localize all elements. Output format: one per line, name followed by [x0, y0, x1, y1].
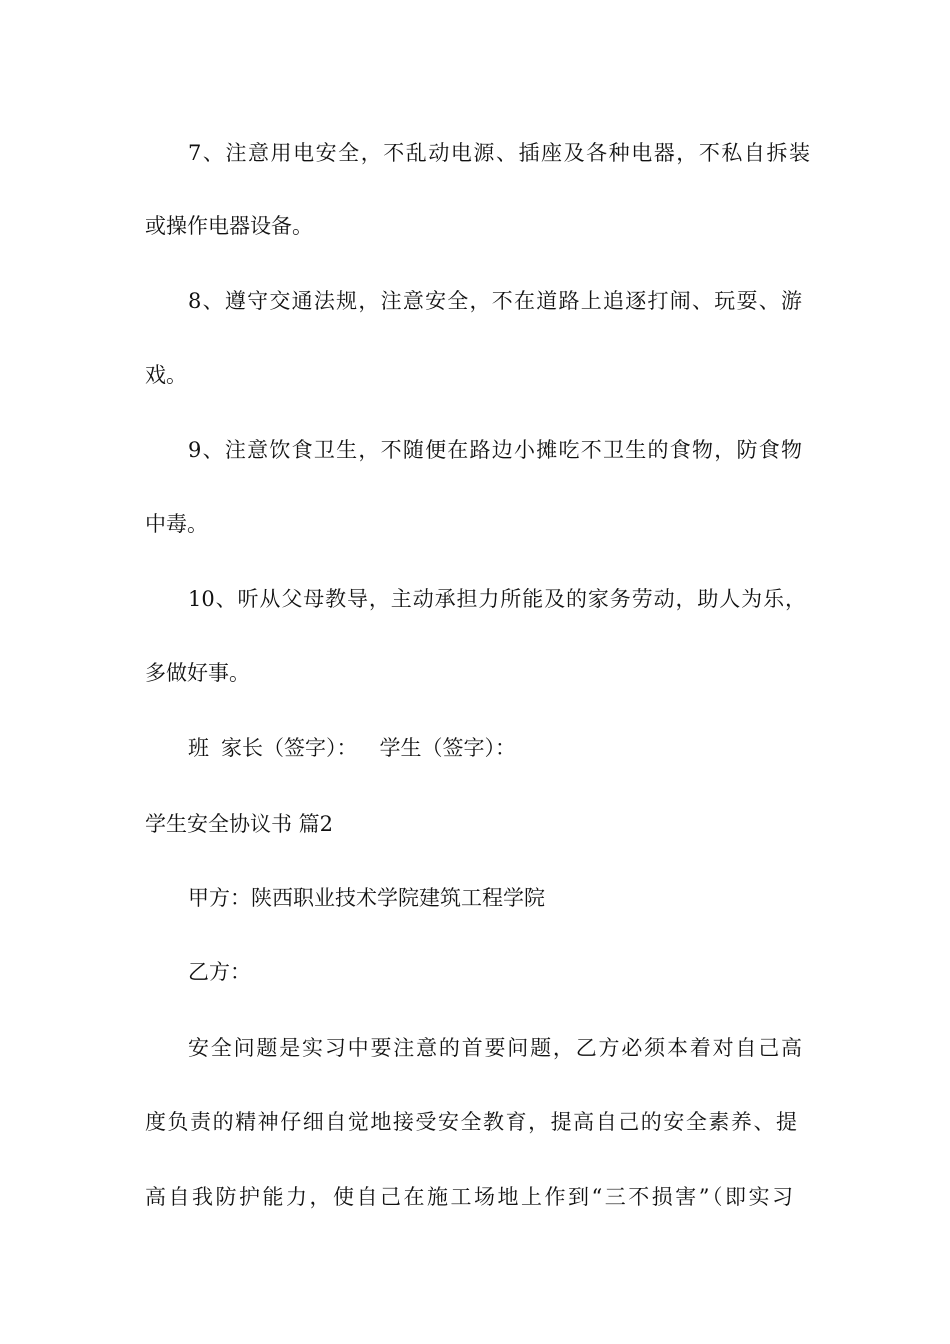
- rule-7-line-2: 或操作电器设备。: [145, 214, 313, 238]
- section-title: 学生安全协议书 篇2: [145, 812, 334, 836]
- parent-signature-label: 家长（签字）：: [221, 736, 358, 760]
- student-signature-label: 学生（签字）：: [379, 736, 516, 760]
- rule-10-line-2: 多做好事。: [145, 661, 250, 685]
- body-line-3: 高自我防护能力，使自己在施工场地上作到“三不损害”（即实习: [145, 1185, 793, 1209]
- rule-7-line-1: 7、注意用电安全，不乱动电源、插座及各种电器，不私自拆装: [188, 141, 810, 165]
- rule-9-line-1: 9、注意饮食卫生，不随便在路边小摊吃不卫生的食物，防食物: [188, 438, 802, 462]
- party-a: 甲方：陕西职业技术学院建筑工程学院: [188, 886, 545, 910]
- rule-8-line-1: 8、遵守交通法规，注意安全，不在道路上追逐打闹、玩耍、游: [188, 289, 802, 313]
- party-b: 乙方：: [188, 960, 251, 984]
- rule-10-line-1: 10、听从父母教导，主动承担力所能及的家务劳动，助人为乐，: [188, 587, 806, 611]
- body-line-2: 度负责的精神仔细自觉地接受安全教育，提高自己的安全素养、提: [145, 1110, 797, 1134]
- rule-8-line-2: 戏。: [145, 363, 187, 387]
- signature-line: [188, 734, 853, 762]
- class-label: 班: [188, 736, 209, 760]
- rule-9-line-2: 中毒。: [145, 512, 208, 536]
- body-line-1: 安全问题是实习中要注意的首要问题，乙方必须本着对自己高: [188, 1036, 802, 1060]
